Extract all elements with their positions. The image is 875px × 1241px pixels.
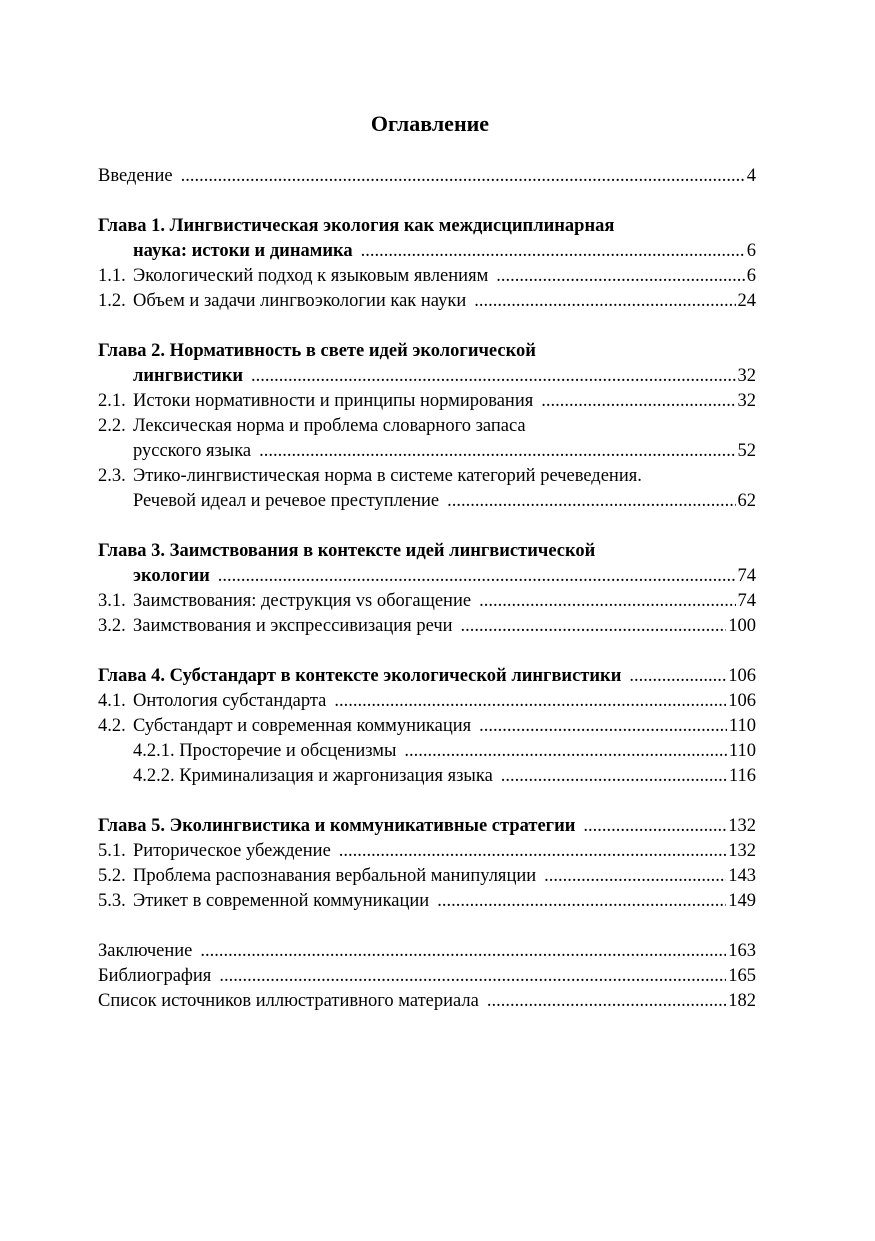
toc-page-number: 110 [728, 741, 756, 761]
toc-chapter-1-title [98, 214, 756, 239]
toc-section-number: 1.2. [98, 291, 126, 311]
toc-section-2-2-cont [98, 439, 756, 464]
toc-section-2-2 [98, 414, 756, 439]
toc-entry-text: Онтология субстандарта [133, 691, 327, 711]
leader-dots [200, 939, 726, 964]
toc-entry-text: 4.2.1. Просторечие и обсценизмы [133, 741, 397, 761]
leader-dots [334, 689, 726, 714]
toc-entry-bibliography [98, 964, 756, 989]
leader-dots [181, 164, 745, 189]
toc-page-number: 149 [728, 891, 756, 911]
toc-entry-conclusion [98, 939, 756, 964]
toc-page-number: 110 [728, 716, 756, 736]
toc-section-5-3 [98, 889, 756, 914]
leader-dots [437, 889, 726, 914]
toc-page-number: 62 [737, 491, 756, 511]
toc-entry-text: Список источников иллюстративного материала [98, 991, 479, 1011]
toc-page-number: 132 [728, 816, 756, 836]
leader-dots [501, 764, 727, 789]
toc-section-number: 5.2. [98, 866, 126, 886]
toc-entry-text: Лексическая норма и проблема словарного запаса [133, 416, 526, 436]
toc-section-number: 4.2. [98, 716, 126, 736]
toc-page-number: 106 [728, 666, 756, 686]
toc-entry-text: Субстандарт и современная коммуникация [133, 716, 472, 736]
toc-page-number: 4 [746, 166, 756, 186]
toc-entry-text: Проблема распознавания вербальной манипуляции [133, 866, 537, 886]
toc-entry-text: русского языка [133, 441, 252, 461]
toc-page-number: 100 [728, 616, 756, 636]
toc-page-number: 165 [728, 966, 756, 986]
toc-page-number: 143 [728, 866, 756, 886]
toc-section-2-3 [98, 464, 756, 489]
toc-entry-text: Этикет в современной коммуникации [133, 891, 430, 911]
toc-entry-text: Заключение [98, 941, 193, 961]
toc-chapter-3-title-cont [98, 564, 756, 589]
toc-page-number: 24 [737, 291, 756, 311]
toc-section-3-2 [98, 614, 756, 639]
toc-entry-text: наука: истоки и динамика [133, 241, 353, 261]
toc-section-3-1 [98, 589, 756, 614]
leader-dots [479, 714, 727, 739]
toc-page-number: 132 [728, 841, 756, 861]
toc-subsection-4-2-2 [98, 764, 756, 789]
leader-dots [361, 239, 745, 264]
leader-dots [541, 389, 735, 414]
leader-dots [339, 839, 726, 864]
leader-dots [219, 964, 726, 989]
toc-chapter-1-title-cont [98, 239, 756, 264]
toc-entry-text: Экологический подход к языковым явлениям [133, 266, 489, 286]
toc-section-number: 2.2. [98, 416, 126, 436]
toc-section-4-2 [98, 714, 756, 739]
toc-entry-text: Истоки нормативности и принципы нормирования [133, 391, 534, 411]
leader-dots [404, 739, 727, 764]
toc-chapter-2-title [98, 339, 756, 364]
toc-subsection-4-2-1 [98, 739, 756, 764]
toc-section-number: 3.1. [98, 591, 126, 611]
toc-section-number: 1.1. [98, 266, 126, 286]
leader-dots [447, 489, 735, 514]
toc-chapter-2-title-cont [98, 364, 756, 389]
leader-dots [251, 364, 735, 389]
toc-entry-text: Риторическое убеждение [133, 841, 331, 861]
toc-entry-text: экологии [133, 566, 210, 586]
leader-dots [461, 614, 727, 639]
toc-section-4-1 [98, 689, 756, 714]
toc-entry-text: Этико-лингвистическая норма в системе категорий речеведения. [133, 466, 642, 486]
toc-section-5-1 [98, 839, 756, 864]
toc-chapter-3-title [98, 539, 756, 564]
toc-section-number: 5.3. [98, 891, 126, 911]
toc-section-number: 5.1. [98, 841, 126, 861]
toc-section-1-2 [98, 289, 756, 314]
toc-entry-text: 4.2.2. Криминализация и жаргонизация языка [133, 766, 493, 786]
leader-dots [259, 439, 735, 464]
page-title: Оглавление [370, 111, 490, 136]
toc-section-number: 4.1. [98, 691, 126, 711]
toc-entry-text: Введение [98, 166, 173, 186]
toc-section-2-1 [98, 389, 756, 414]
table-of-contents [98, 164, 756, 1014]
toc-entry-text: Библиография [98, 966, 212, 986]
toc-entry-text: Глава 3. Заимствования в контексте идей лингвистической [98, 541, 596, 561]
toc-chapter-5-title [98, 814, 756, 839]
toc-section-number: 2.3. [98, 466, 126, 486]
toc-page-number: 163 [728, 941, 756, 961]
toc-page-number: 6 [746, 241, 756, 261]
leader-dots [218, 564, 736, 589]
toc-entry-text: Заимствования: деструкция vs обогащение [133, 591, 472, 611]
toc-page-number: 182 [728, 991, 756, 1011]
leader-dots [583, 814, 726, 839]
toc-page-number: 116 [728, 766, 756, 786]
toc-entry-text: Заимствования и экспрессивизация речи [133, 616, 453, 636]
toc-page-number: 6 [746, 266, 756, 286]
toc-chapter-4-title [98, 664, 756, 689]
toc-page-number: 106 [728, 691, 756, 711]
toc-entry-text: Речевой идеал и речевое преступление [133, 491, 440, 511]
toc-page-number: 74 [737, 566, 756, 586]
toc-entry-text: Глава 2. Нормативность в свете идей экологической [98, 341, 536, 361]
toc-page-number: 32 [737, 366, 756, 386]
toc-section-1-1 [98, 264, 756, 289]
toc-entry-intro [98, 164, 756, 189]
toc-section-5-2 [98, 864, 756, 889]
leader-dots [474, 289, 735, 314]
leader-dots [479, 589, 735, 614]
toc-page-number: 52 [737, 441, 756, 461]
leader-dots [496, 264, 744, 289]
toc-section-2-3-cont [98, 489, 756, 514]
leader-dots [629, 664, 726, 689]
toc-entry-text: Глава 5. Эколингвистика и коммуникативные стратегии [98, 816, 576, 836]
toc-entry-text: Объем и задачи лингвоэкологии как науки [133, 291, 467, 311]
toc-section-number: 2.1. [98, 391, 126, 411]
toc-entry-text: Глава 4. Субстандарт в контексте экологической лингвистики [98, 666, 622, 686]
toc-page-number: 74 [737, 591, 756, 611]
toc-page-number: 32 [737, 391, 756, 411]
leader-dots [544, 864, 726, 889]
toc-entry-text: лингвистики [133, 366, 244, 386]
toc-entry-text: Глава 1. Лингвистическая экология как междисциплинарная [98, 216, 615, 236]
toc-section-number: 3.2. [98, 616, 126, 636]
toc-entry-sources [98, 989, 756, 1014]
leader-dots [487, 989, 726, 1014]
